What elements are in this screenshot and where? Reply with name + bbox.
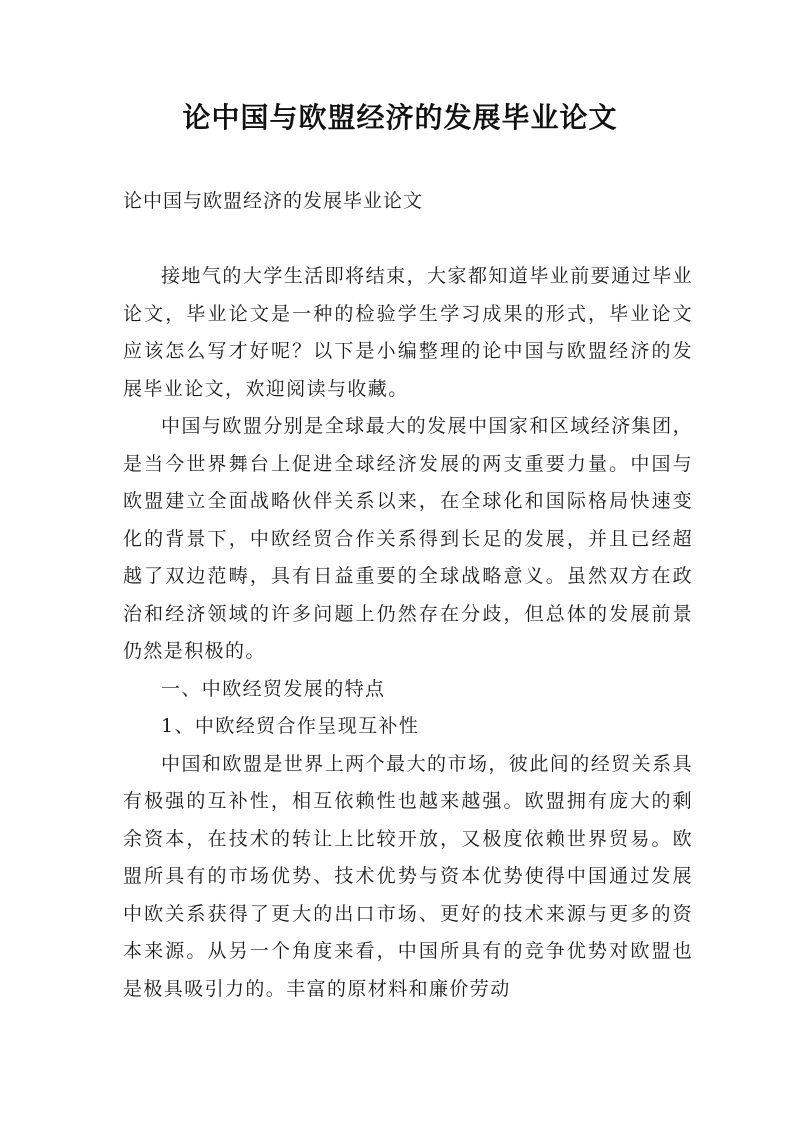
intro-paragraph: 接地气的大学生活即将结束，大家都知道毕业前要通过毕业论文，毕业论文是一种的检验学生学习成果的形式，毕业论文应该怎么写才好呢？以下是小编整理的论中国与欧盟经济的发展毕业论文，欢迎阅读与收藏。 (123, 265, 693, 400)
section-heading-1: 一、中欧经贸发展的特点 (161, 677, 386, 700)
body-paragraph-2: 中国和欧盟是世界上两个最大的市场，彼此间的经贸关系具有极强的互补性，相互依赖性也越来越强。欧盟拥有庞大的剩余资本，在技术的转让上比较开放，又极度依赖世界贸易。欧盟所具有的市场优势、技术优势与资本优势使得中国通过发展中欧关系获得了更大的出口市场、更好的技术来源与更多的资本来源。从另一个角度来看，中国所具有的竞争优势对欧盟也是极具吸引力的。丰富的原材料和廉价劳动 (123, 752, 693, 1000)
body-paragraph-1: 中国与欧盟分别是全球最大的发展中国家和区域经济集团，是当今世界舞台上促进全球经济发展的两支重要力量。中国与欧盟建立全面战略伙伴关系以来，在全球化和国际格局快速变化的背景下，中欧经贸合作关系得到长足的发展，并且已经超越了双边范畴，具有日益重要的全球战略意义。虽然双方在政治和经济领域的许多问题上仍然存在分歧，但总体的发展前景仍然是积极的。 (123, 415, 693, 662)
document-title: 论中国与欧盟经济的发展毕业论文 (182, 101, 618, 134)
document-body (123, 258, 693, 1008)
subsection-heading-1: 1、中欧经贸合作呈现互补性 (161, 715, 420, 737)
document-subtitle: 论中国与欧盟经济的发展毕业论文 (123, 190, 424, 212)
